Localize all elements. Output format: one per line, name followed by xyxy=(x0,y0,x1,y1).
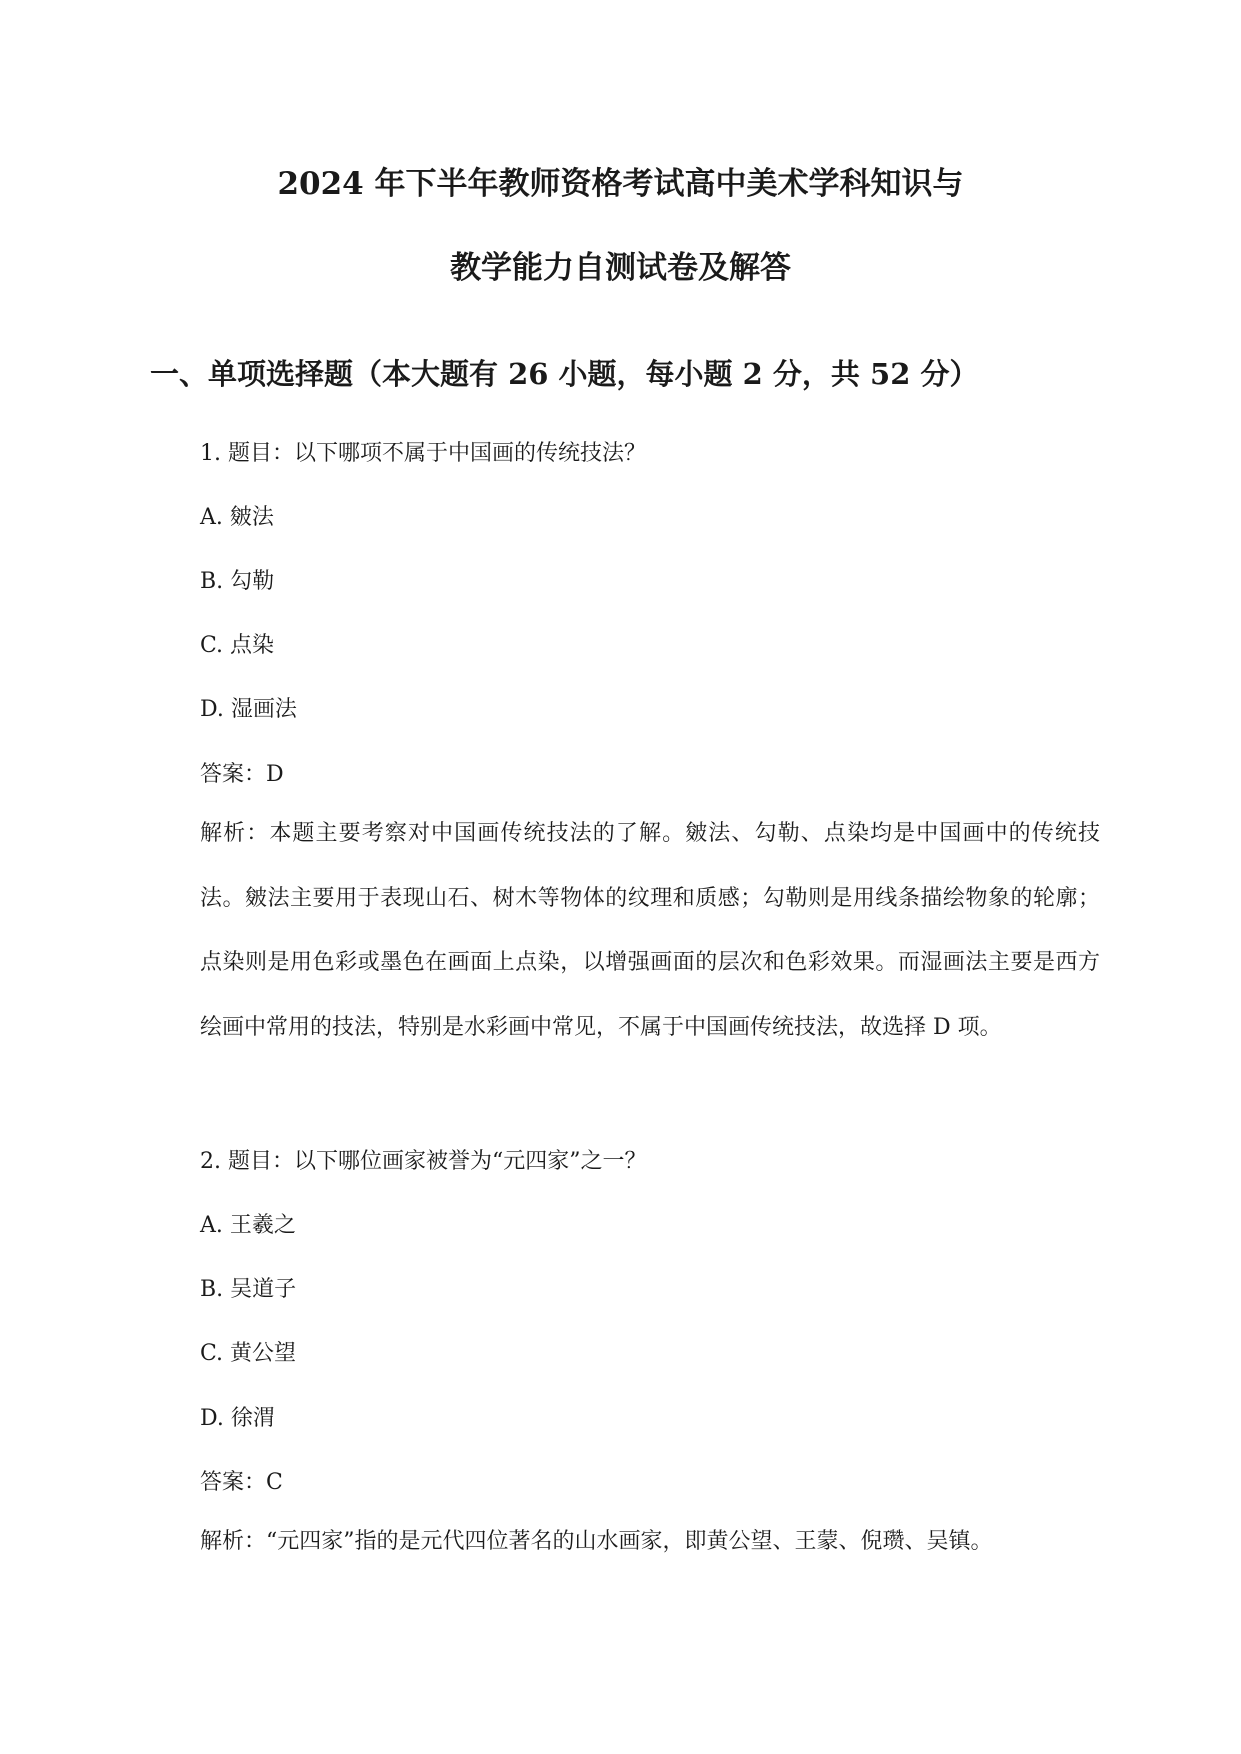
question-1-stem: 1. 题目：以下哪项不属于中国画的传统技法？ xyxy=(200,441,646,466)
question-1-option-d: D. 湿画法 xyxy=(200,697,297,722)
question-1-option-a: A. 皴法 xyxy=(200,505,274,530)
question-2-analysis: 解析：“元四家”指的是元代四位著名的山水画家，即黄公望、王蒙、倪瓒、吴镇。 xyxy=(200,1529,993,1554)
question-2-option-c: C. 黄公望 xyxy=(200,1341,297,1366)
document-title-line-2: 教学能力自测试卷及解答 xyxy=(450,250,791,286)
question-2-option-a: A. 王羲之 xyxy=(200,1213,296,1238)
question-2-answer: 答案：C xyxy=(200,1470,283,1495)
section-heading: 一、单项选择题（本大题有 26 小题，每小题 2 分，共 52 分） xyxy=(150,357,979,391)
question-1-answer: 答案：D xyxy=(200,762,284,787)
question-2-option-b: B. 吴道子 xyxy=(200,1277,297,1302)
document-title-line-1: 2024 年下半年教师资格考试高中美术学科知识与 xyxy=(277,166,964,202)
question-2-option-d: D. 徐渭 xyxy=(200,1406,275,1431)
question-1-option-b: B. 勾勒 xyxy=(200,569,275,594)
question-1-option-c: C. 点染 xyxy=(200,633,275,658)
question-2-stem: 2. 题目：以下哪位画家被誉为“元四家”之一？ xyxy=(200,1149,647,1174)
question-1-analysis: 解析：本题主要考察对中国画传统技法的了解。皴法、勾勒、点染均是中国画中的传统技法。皴法主要用于表现山石、树木等物体的纹理和质感；勾勒则是用线条描绘物象的轮廓；点染则是用色彩或墨色在画面上点染，以增强画面的层次和色彩效果。而湿画法主要是西方绘画中常用的技法，特别是水彩画中常见，不属于中国画传统技法，故选择 D 项。 xyxy=(200,821,1100,1040)
